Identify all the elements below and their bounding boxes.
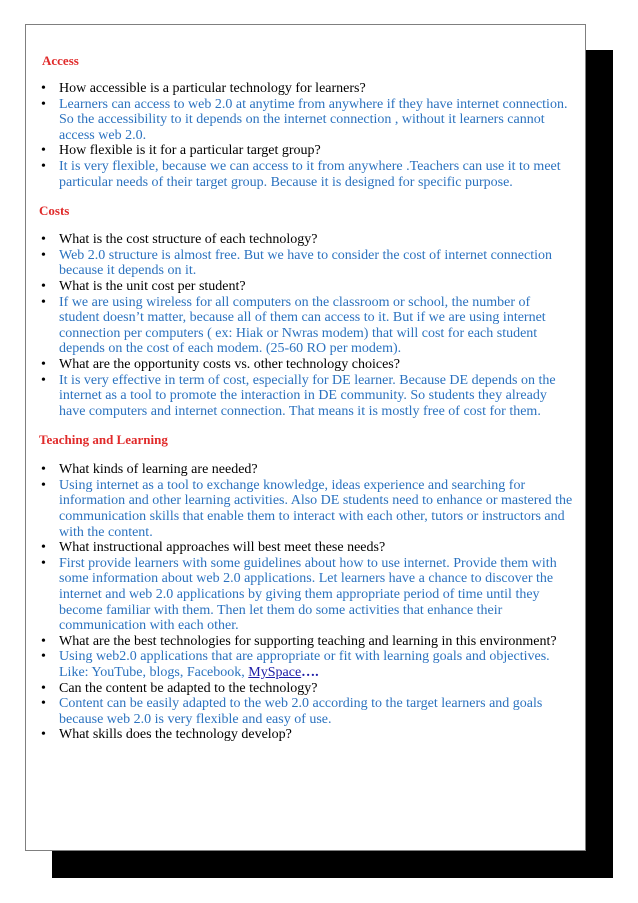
- question-item: • How flexible is it for a particular target group?: [39, 143, 574, 159]
- answer-item: • Content can be easily adapted to the web 2.0 according to the target learners and goals because web 2.0 is very flexible and easy of use.: [39, 696, 574, 727]
- ellipsis-text: ….: [301, 665, 319, 680]
- question-item: • What is the cost structure of each technology?: [39, 232, 574, 248]
- question-item: • Can the content be adapted to the technology?: [39, 681, 574, 697]
- answer-item: • Web 2.0 structure is almost free. But we have to consider the cost of internet connection because it depends on it.: [39, 248, 574, 279]
- section-heading-teaching-learning: Teaching and Learning: [39, 432, 168, 448]
- document-page: [25, 24, 586, 851]
- answer-item: • If we are using wireless for all computers on the classroom or school, the number of student doesn’t matter, because all of them can access to it. But if we are using internet connection per computers ( ex: Hiak or Nwras modem) that will cost for each student depends on the cost of each modem. (25-60 RO per modem).: [39, 295, 574, 357]
- myspace-link[interactable]: MySpace: [248, 665, 302, 680]
- question-item: • What instructional approaches will best meet these needs?: [39, 540, 574, 556]
- question-item: • How accessible is a particular technology for learners?: [39, 81, 574, 97]
- section-heading-access: Access: [42, 53, 79, 68]
- answer-item: [39, 649, 574, 680]
- answer-item: • It is very effective in term of cost, especially for DE learner. Because DE depends on the internet as a tool to promote the interaction in DE community. So students they already have computers and internet connection. That means it is mostly free of cost for them.: [39, 373, 574, 420]
- access-list: [39, 81, 574, 190]
- answer-item: • It is very flexible, because we can access to it from anywhere .Teachers can use it to meet particular needs of their target group. Because it is designed for specific purpose.: [39, 159, 574, 190]
- costs-list: [39, 232, 574, 419]
- answer-text: Using web2.0 applications that are appropriate or fit with learning goals and objectives. Like: YouTube, blogs, Facebook,: [59, 649, 550, 680]
- question-item: • What is the unit cost per student?: [39, 279, 574, 295]
- question-item: • What are the opportunity costs vs. other technology choices?: [39, 357, 574, 373]
- answer-item: • Learners can access to web 2.0 at anytime from anywhere if they have internet connection. So the accessibility to it depends on the internet connection , without it learners cannot access web 2.0.: [39, 97, 574, 144]
- question-item: • What are the best technologies for supporting teaching and learning in this environment?: [39, 634, 574, 650]
- teaching-learning-list: [39, 462, 574, 743]
- answer-item: • Using internet as a tool to exchange knowledge, ideas experience and searching for information and other learning activities. Also DE students need to enhance or mastered the communication skills that enable them to interact with each other, tutors or instructors and with the content.: [39, 478, 574, 540]
- document-content: [39, 53, 574, 743]
- question-item: • What skills does the technology develop?: [39, 727, 574, 743]
- question-item: • What kinds of learning are needed?: [39, 462, 574, 478]
- section-heading-costs: Costs: [39, 203, 70, 219]
- answer-item: • First provide learners with some guidelines about how to use internet. Provide them with some information about web 2.0 applications. Let learners have a chance to discover the internet and web 2.0 applications by giving them appropriate period of time until they become familiar with them. Then let them do some activities that enhance their communication with each other.: [39, 556, 574, 634]
